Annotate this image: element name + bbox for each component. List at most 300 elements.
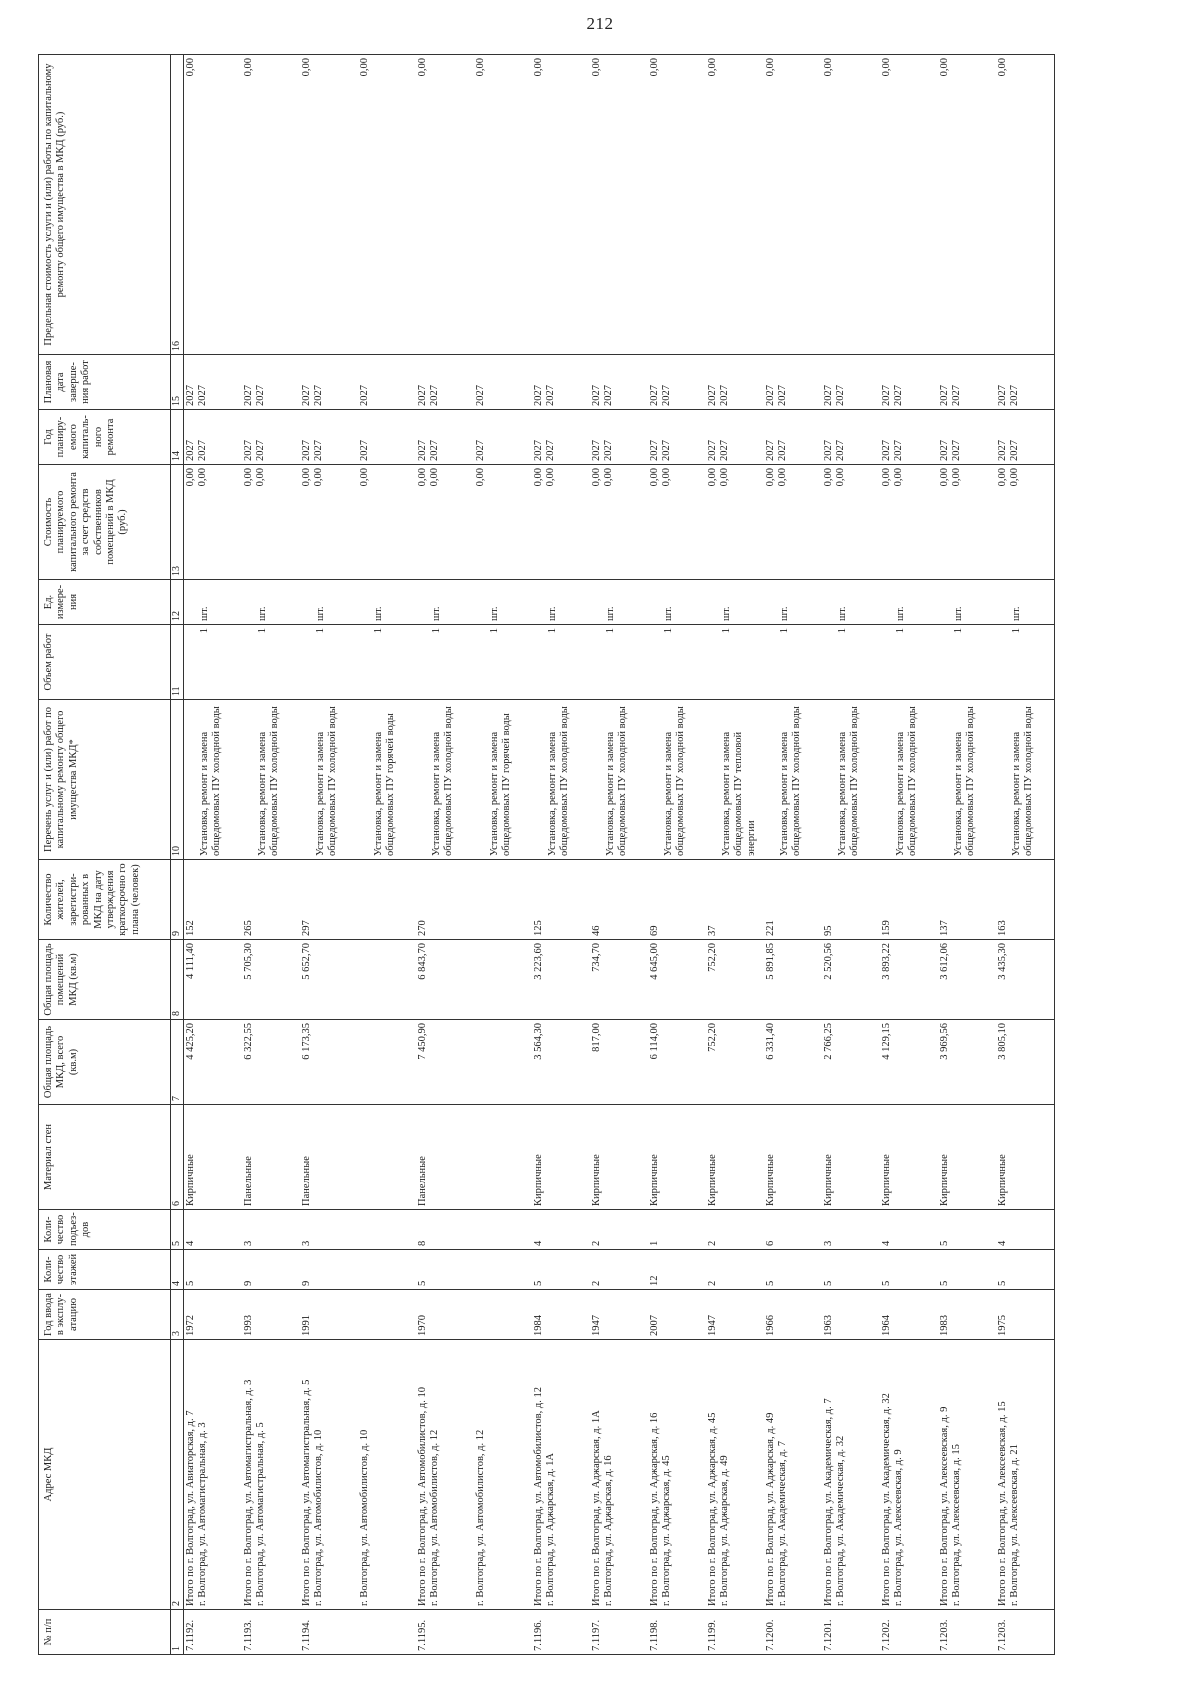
planned-cost: 0,00 [648,468,660,487]
column-header: Адрес МКД [39,1340,171,1610]
unit: шт. [836,606,848,621]
premises-area: 5 891,85 [764,943,776,980]
row-number-cell [706,1610,764,1655]
address-cell [996,1340,1055,1610]
completion-date-cell [938,355,996,410]
planned-cost: 0,00 [706,468,718,487]
planned-cost-cell [938,465,996,580]
wall-material: Панельные [416,1156,428,1206]
total-area: 6 331,40 [764,1023,776,1060]
repair-year-total: 2027 [951,440,963,461]
column-number: 1 [171,1610,184,1655]
repair-year: 2027 [474,440,486,461]
completion-date-cell [648,355,706,410]
residents-cell [242,860,300,940]
residents-cell [474,860,532,940]
repair-year: 2027 [880,440,892,461]
completion-date: 2027 [242,385,254,406]
repair-year-total: 2027 [603,440,615,461]
entrances: 2 [590,1240,602,1246]
residents: 221 [764,920,776,936]
repair-year: 2027 [242,440,254,461]
volume: 1 [662,628,674,634]
row-number-cell [648,1610,706,1655]
volume: 1 [778,628,790,634]
planned-cost-cell [764,465,822,580]
repair-year: 2027 [300,440,312,461]
planned-cost-total: 0,00 [429,468,441,487]
premises-area: 2 520,56 [822,943,834,980]
limit-cost-cell [764,55,822,355]
planned-cost-cell [183,465,242,580]
planned-cost-total: 0,00 [545,468,557,487]
year: 1947 [706,1315,718,1336]
wall-material: Кирпичные [880,1154,892,1206]
entrances: 3 [242,1240,254,1246]
completion-date-total: 2027 [197,385,209,406]
unit-cell [880,580,938,625]
total-area: 3 564,30 [532,1023,544,1060]
work-description: Установка, ремонт и замена общедомовых ПУ холодной воды [604,706,629,856]
planned-cost: 0,00 [300,468,312,487]
column-number: 12 [171,580,184,625]
volume: 1 [604,628,616,634]
wall-material-cell [648,1105,706,1210]
planned-cost: 0,00 [532,468,544,487]
volume-cell [416,625,474,700]
unit: шт. [604,606,616,621]
address-cell [590,1340,648,1610]
total-area-cell [532,1020,590,1105]
row-number-cell [938,1610,996,1655]
entrances-cell [996,1210,1055,1250]
column-number: 14 [171,410,184,465]
repair-year-total: 2027 [313,440,325,461]
work-list-cell [183,700,242,860]
completion-date: 2027 [184,385,196,406]
completion-date-cell [474,355,532,410]
limit-cost: 0,00 [996,58,1008,77]
premises-area: 734,70 [590,943,602,972]
floors-cell [183,1250,242,1290]
repair-year-total: 2027 [835,440,847,461]
total-area: 817,00 [590,1023,602,1052]
premises-area-cell [532,940,590,1020]
premises-area: 5 705,30 [242,943,254,980]
limit-cost-cell [358,55,416,355]
floors-cell [300,1250,358,1290]
volume: 1 [430,628,442,634]
volume-cell [996,625,1055,700]
premises-area-cell [648,940,706,1020]
completion-date: 2027 [474,385,486,406]
total-area: 7 450,90 [416,1023,428,1060]
residents-cell [532,860,590,940]
entrances: 8 [416,1240,428,1246]
column-header: Ед. измере-ния [39,580,171,625]
address: г. Волгоград, ул. Алексеевская, д. 21 [1009,1444,1021,1606]
repair-year: 2027 [532,440,544,461]
volume-cell [706,625,764,700]
completion-date: 2027 [416,385,428,406]
planned-cost: 0,00 [996,468,1008,487]
capital-repair-table [38,54,1055,1655]
unit: шт. [256,606,268,621]
address: г. Волгоград, ул. Аджарская, д. 45 [661,1455,673,1606]
completion-date-total: 2027 [255,385,267,406]
year-cell [358,1290,416,1340]
table-row [416,55,474,1655]
floors: 5 [996,1280,1008,1286]
limit-cost: 0,00 [474,58,486,77]
work-list-cell [706,700,764,860]
wall-material-cell [532,1105,590,1210]
limit-cost-cell [300,55,358,355]
address-cell [300,1340,358,1610]
unit-cell [648,580,706,625]
planned-cost-total: 0,00 [893,468,905,487]
entrances: 1 [648,1240,660,1246]
unit: шт. [778,606,790,621]
work-list-cell [996,700,1055,860]
address-total: Итого по г. Волгоград, ул. Академическая, д. 32 [880,1393,892,1606]
address-cell [822,1340,880,1610]
column-number: 10 [171,700,184,860]
year-cell [416,1290,474,1340]
planned-cost-cell [648,465,706,580]
wall-material: Кирпичные [996,1154,1008,1206]
address-total: Итого по г. Волгоград, ул. Автомагистральная, д. 3 [242,1379,254,1606]
premises-area-cell [358,940,416,1020]
wall-material: Кирпичные [590,1154,602,1206]
limit-cost-cell [880,55,938,355]
volume: 1 [314,628,326,634]
limit-cost-cell [532,55,590,355]
limit-cost: 0,00 [706,58,718,77]
row-number: 7.1192. [184,1619,196,1651]
completion-date-cell [880,355,938,410]
residents-cell [183,860,242,940]
planned-cost-cell [822,465,880,580]
volume-cell [183,625,242,700]
address-total: Итого по г. Волгоград, ул. Алексеевская, д. 9 [938,1406,950,1606]
column-header: Стоимость планируемого капитального ремонта за счет средств собственников помещений в МКД (руб.) [39,465,171,580]
row-number: 7.1194. [300,1619,312,1651]
unit: шт. [662,606,674,621]
table-row [590,55,648,1655]
work-description: Установка, ремонт и замена общедомовых ПУ холодной воды [256,706,281,856]
row-number-cell [590,1610,648,1655]
column-header: Коли-чество этажей [39,1250,171,1290]
total-area: 4 425,20 [184,1023,196,1060]
limit-cost-cell [648,55,706,355]
address-cell [358,1340,416,1610]
residents: 270 [416,920,428,936]
entrances-cell [242,1210,300,1250]
work-list-cell [764,700,822,860]
address-cell [416,1340,474,1610]
floors-cell [358,1250,416,1290]
total-area: 6 322,55 [242,1023,254,1060]
limit-cost: 0,00 [648,58,660,77]
column-number: 11 [171,625,184,700]
residents-cell [648,860,706,940]
total-area-cell [880,1020,938,1105]
total-area: 3 805,10 [996,1023,1008,1060]
year: 1975 [996,1315,1008,1336]
work-list-cell [242,700,300,860]
volume: 1 [198,628,210,634]
residents: 125 [532,920,544,936]
address: г. Волгоград, ул. Автомагистральная, д. 3 [197,1422,209,1606]
repair-year-total: 2027 [719,440,731,461]
limit-cost: 0,00 [532,58,544,77]
planned-cost-total: 0,00 [835,468,847,487]
work-list-cell [358,700,416,860]
repair-year-total: 2027 [255,440,267,461]
floors-cell [822,1250,880,1290]
work-description: Установка, ремонт и замена общедомовых ПУ холодной воды [198,706,223,856]
residents-cell [822,860,880,940]
wall-material-cell [300,1105,358,1210]
volume: 1 [256,628,268,634]
completion-date-cell [358,355,416,410]
completion-date: 2027 [300,385,312,406]
entrances: 3 [822,1240,834,1246]
residents: 163 [996,920,1008,936]
total-area: 2 766,25 [822,1023,834,1060]
wall-material-cell [822,1105,880,1210]
total-area: 3 969,56 [938,1023,950,1060]
limit-cost: 0,00 [184,58,196,77]
residents-cell [706,860,764,940]
column-number: 8 [171,940,184,1020]
completion-date-total: 2027 [893,385,905,406]
completion-date-total: 2027 [545,385,557,406]
entrances: 5 [938,1240,950,1246]
page-number: 212 [586,14,614,33]
address: г. Волгоград, ул. Аджарская, д. 16 [603,1455,615,1606]
residents: 137 [938,920,950,936]
repair-year-cell [996,410,1055,465]
address-total: Итого по г. Волгоград, ул. Алексеевская, д. 15 [996,1401,1008,1606]
completion-date-total: 2027 [951,385,963,406]
repair-year: 2027 [416,440,428,461]
planned-cost: 0,00 [242,468,254,487]
entrances-cell [300,1210,358,1250]
column-header: Год ввода в эксплу-атацию [39,1290,171,1340]
column-number: 2 [171,1340,184,1610]
planned-cost: 0,00 [416,468,428,487]
year-cell [590,1290,648,1340]
premises-area-cell [242,940,300,1020]
wall-material-cell [416,1105,474,1210]
column-header: Год планиру-емого капиталь-ного ремонта [39,410,171,465]
column-header: Объем работ [39,625,171,700]
work-description: Установка, ремонт и замена общедомовых ПУ холодной воды [952,706,977,856]
premises-area-cell [996,940,1055,1020]
unit: шт. [1010,606,1022,621]
planned-cost-total: 0,00 [951,468,963,487]
completion-date-cell [416,355,474,410]
floors-cell [880,1250,938,1290]
unit: шт. [372,606,384,621]
volume: 1 [546,628,558,634]
year-cell [880,1290,938,1340]
column-header: Коли-чество подъез-дов [39,1210,171,1250]
premises-area-cell [416,940,474,1020]
completion-date-cell [764,355,822,410]
year-cell [474,1290,532,1340]
repair-year-cell [590,410,648,465]
column-header: № п/п [39,1610,171,1655]
table-row [183,55,242,1655]
completion-date-cell [590,355,648,410]
row-number: 7.1199. [706,1619,718,1651]
work-description: Установка, ремонт и замена общедомовых ПУ холодной воды [778,706,803,856]
residents: 69 [648,925,660,936]
volume: 1 [488,628,500,634]
volume-cell [648,625,706,700]
year-cell [996,1290,1055,1340]
completion-date: 2027 [880,385,892,406]
column-number: 3 [171,1290,184,1340]
completion-date: 2027 [358,385,370,406]
total-area-cell [822,1020,880,1105]
entrances: 4 [996,1240,1008,1246]
planned-cost-cell [532,465,590,580]
volume-cell [938,625,996,700]
limit-cost: 0,00 [300,58,312,77]
residents-cell [590,860,648,940]
limit-cost-cell [822,55,880,355]
work-list-cell [416,700,474,860]
table-row [474,55,532,1655]
premises-area: 4 111,40 [184,943,196,979]
entrances-cell [532,1210,590,1250]
table-row [532,55,590,1655]
address-total: Итого по г. Волгоград, ул. Аджарская, д. 16 [648,1412,660,1606]
repair-year-cell [474,410,532,465]
unit: шт. [488,606,500,621]
repair-year: 2027 [822,440,834,461]
entrances-cell [474,1210,532,1250]
address: г. Волгоград, ул. Алексеевская, д. 15 [951,1444,963,1606]
residents: 159 [880,920,892,936]
completion-date-total: 2027 [1009,385,1021,406]
work-description: Установка, ремонт и замена общедомовых ПУ горячей воды [372,713,397,856]
rotated-table-sheet [38,55,1168,1655]
entrances-cell [183,1210,242,1250]
planned-cost: 0,00 [358,468,370,487]
entrances-cell [648,1210,706,1250]
residents-cell [938,860,996,940]
repair-year-total: 2027 [777,440,789,461]
total-area-cell [706,1020,764,1105]
work-list-cell [300,700,358,860]
unit-cell [706,580,764,625]
repair-year-total: 2027 [893,440,905,461]
repair-year: 2027 [938,440,950,461]
limit-cost: 0,00 [938,58,950,77]
address-cell [880,1340,938,1610]
total-area-cell [764,1020,822,1105]
residents-cell [416,860,474,940]
completion-date: 2027 [648,385,660,406]
header-numbers-row [171,55,184,1655]
work-description: Установка, ремонт и замена общедомовых ПУ холодной воды [836,706,861,856]
planned-cost: 0,00 [184,468,196,487]
entrances-cell [822,1210,880,1250]
address: г. Волгоград, ул. Академическая, д. 7 [777,1441,789,1606]
limit-cost-cell [938,55,996,355]
unit-cell [474,580,532,625]
premises-area-cell [764,940,822,1020]
wall-material-cell [706,1105,764,1210]
header-titles-row [39,55,171,1655]
unit: шт. [198,606,210,621]
address-total: Итого по г. Волгоград, ул. Авиаторская, д. 7 [184,1410,196,1606]
planned-cost-cell [474,465,532,580]
entrances-cell [938,1210,996,1250]
premises-area: 3 435,30 [996,943,1008,980]
completion-date: 2027 [706,385,718,406]
total-area-cell [996,1020,1055,1105]
wall-material: Панельные [300,1156,312,1206]
entrances-cell [416,1210,474,1250]
repair-year-cell [532,410,590,465]
residents-cell [880,860,938,940]
planned-cost-total: 0,00 [777,468,789,487]
completion-date: 2027 [938,385,950,406]
wall-material-cell [242,1105,300,1210]
completion-date-total: 2027 [719,385,731,406]
repair-year: 2027 [706,440,718,461]
planned-cost-total: 0,00 [661,468,673,487]
table-header [39,55,184,1655]
floors: 5 [938,1280,950,1286]
completion-date: 2027 [590,385,602,406]
table-row [880,55,938,1655]
unit-cell [416,580,474,625]
unit-cell [938,580,996,625]
premises-area-cell [474,940,532,1020]
total-area: 6 173,35 [300,1023,312,1060]
planned-cost: 0,00 [938,468,950,487]
table-row [300,55,358,1655]
volume: 1 [836,628,848,634]
total-area-cell [938,1020,996,1105]
total-area: 4 129,15 [880,1023,892,1060]
work-description: Установка, ремонт и замена общедомовых ПУ холодной воды [1010,706,1035,856]
limit-cost-cell [183,55,242,355]
work-description: Установка, ремонт и замена общедомовых ПУ холодной воды [314,706,339,856]
premises-area-cell [590,940,648,1020]
wall-material-cell [183,1105,242,1210]
entrances-cell [880,1210,938,1250]
residents: 37 [706,925,718,936]
floors-cell [938,1250,996,1290]
table-row [938,55,996,1655]
column-header: Плановая дата заверше-ния работ [39,355,171,410]
year-cell [822,1290,880,1340]
planned-cost-total: 0,00 [313,468,325,487]
row-number-cell [822,1610,880,1655]
address: г. Волгоград, ул. Автомобилистов, д. 12 [429,1429,441,1606]
floors: 9 [300,1280,312,1286]
premises-area: 3 612,06 [938,943,950,980]
row-number: 7.1197. [590,1619,602,1651]
